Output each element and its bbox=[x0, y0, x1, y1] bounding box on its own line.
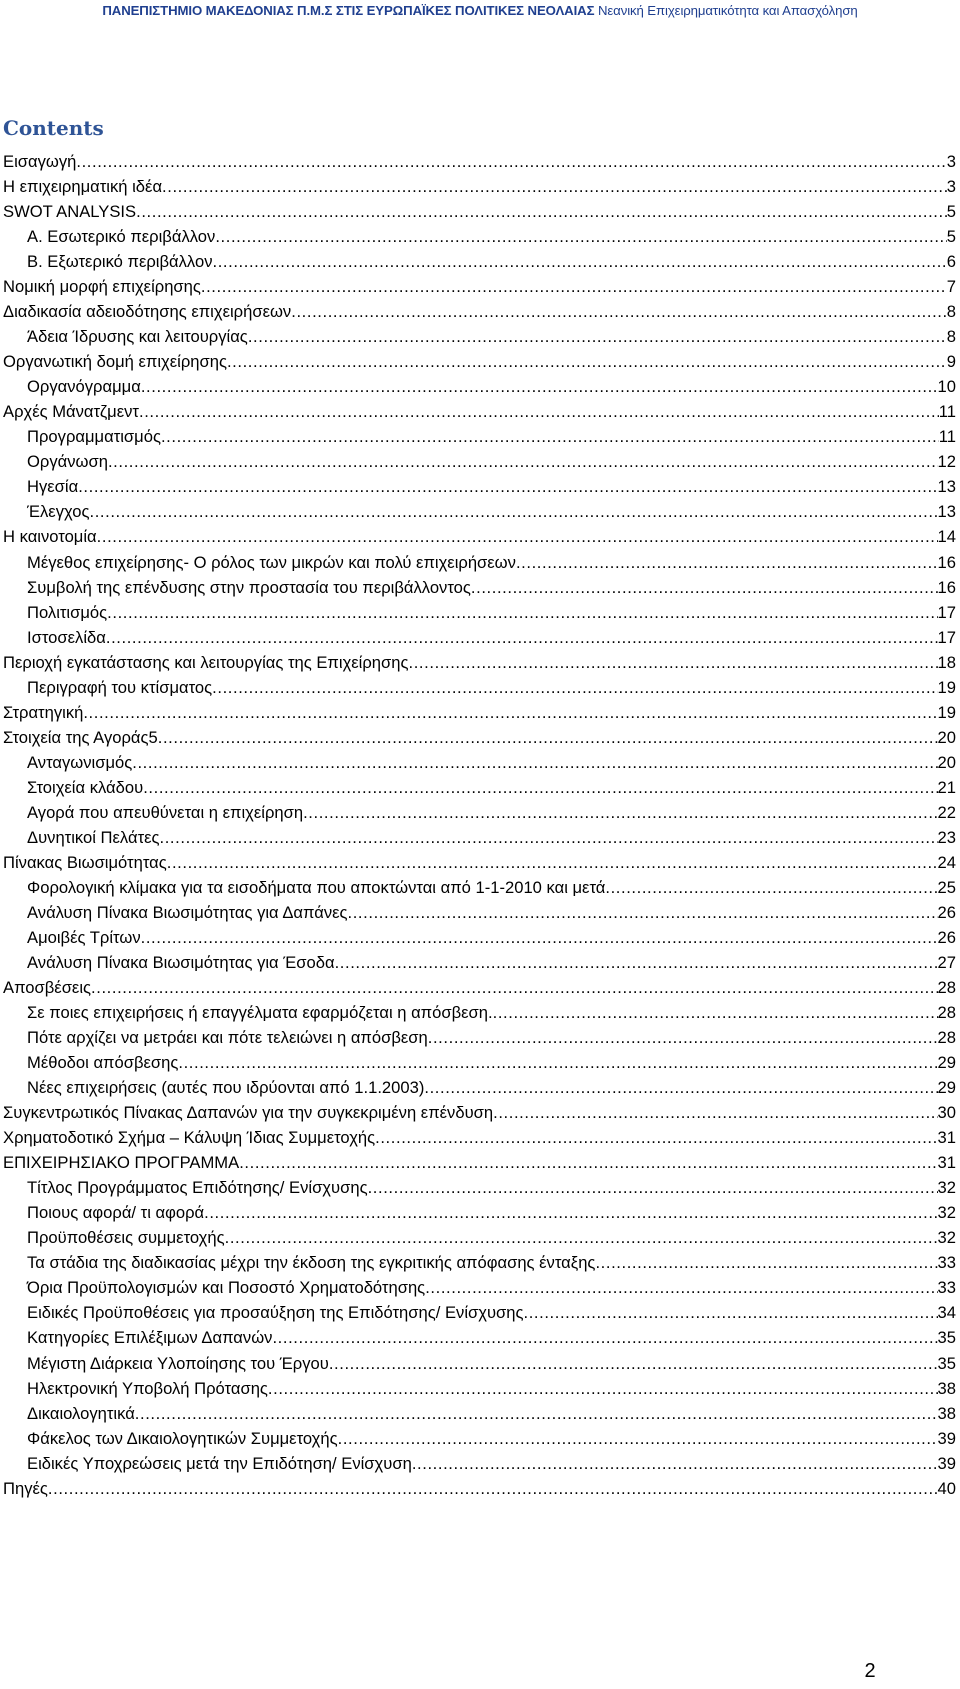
toc-entry-title: Η επιχειρηματική ιδέα bbox=[3, 177, 163, 197]
toc-entry[interactable] bbox=[3, 324, 956, 349]
toc-entry[interactable] bbox=[3, 1125, 956, 1150]
toc-entry-title: Νομική μορφή επιχείρησης bbox=[3, 277, 201, 297]
toc-entry[interactable] bbox=[3, 474, 956, 499]
toc-entry-title: Εισαγωγή bbox=[3, 152, 77, 171]
toc-dot-leader bbox=[162, 174, 947, 199]
toc-entry-title: Άδεια Ίδρυσης και λειτουργίας bbox=[27, 327, 248, 347]
toc-entry[interactable] bbox=[3, 1075, 956, 1100]
toc-entry-page: 5 bbox=[946, 227, 956, 247]
toc-entry-title: Συμβολή της επένδυσης στην προστασία του περιβάλλοντος bbox=[27, 577, 471, 597]
toc-dot-leader bbox=[141, 925, 938, 950]
toc-entry-page: 31 bbox=[937, 1128, 956, 1148]
toc-entry-page: 23 bbox=[937, 827, 956, 847]
toc-dot-leader bbox=[212, 675, 937, 700]
toc-entry-title: Ειδικές Υποχρεώσεις μετά την Επιδότηση/ Ενίσχυση bbox=[27, 1453, 412, 1473]
toc-dot-leader bbox=[161, 424, 939, 449]
toc-entry-page: 28 bbox=[937, 1028, 956, 1048]
toc-dot-leader bbox=[329, 1351, 938, 1376]
table-of-contents bbox=[3, 149, 956, 1501]
toc-entry-page: 35 bbox=[937, 1353, 956, 1373]
toc-entry-title: Οργανωτική δομή επιχείρησης bbox=[3, 352, 227, 372]
toc-entry-page: 29 bbox=[937, 1053, 956, 1073]
toc-dot-leader bbox=[83, 700, 937, 725]
toc-entry[interactable] bbox=[3, 1025, 956, 1050]
toc-entry-page: 38 bbox=[937, 1403, 956, 1423]
toc-entry[interactable] bbox=[3, 750, 956, 775]
toc-entry-page: 17 bbox=[937, 627, 956, 647]
toc-entry-page: 24 bbox=[937, 852, 956, 872]
toc-dot-leader bbox=[248, 324, 947, 349]
toc-entry[interactable] bbox=[3, 925, 956, 950]
toc-dot-leader bbox=[409, 650, 938, 675]
toc-entry-page: 32 bbox=[937, 1178, 956, 1198]
toc-entry-title: Ηλεκτρονική Υποβολή Πρότασης bbox=[27, 1378, 268, 1398]
toc-entry[interactable] bbox=[3, 1300, 956, 1325]
toc-entry-page: 17 bbox=[937, 602, 956, 622]
toc-entry-page: 18 bbox=[937, 652, 956, 672]
toc-dot-leader bbox=[368, 1175, 938, 1200]
toc-entry[interactable] bbox=[3, 374, 956, 399]
toc-entry[interactable] bbox=[3, 975, 956, 1000]
toc-entry-page: 9 bbox=[946, 352, 956, 372]
toc-entry-title: ΕΠΙΧΕΙΡΗΣΙΑΚΟ ΠΡΟΓΡΑΜΜΑ bbox=[3, 1153, 240, 1173]
toc-entry-title: Δικαιολογητικά bbox=[27, 1403, 135, 1423]
toc-entry-title: Β. Εξωτερικό περιβάλλον bbox=[27, 252, 213, 272]
toc-entry-page: 3 bbox=[946, 177, 956, 197]
toc-dot-leader bbox=[76, 149, 946, 174]
toc-entry-page: 8 bbox=[946, 327, 956, 347]
toc-entry[interactable] bbox=[3, 775, 956, 800]
contents-title: Contents bbox=[3, 116, 104, 140]
toc-dot-leader bbox=[204, 1200, 937, 1225]
toc-entry[interactable] bbox=[3, 1376, 956, 1401]
toc-entry-title: Μέγιστη Διάρκεια Υλοποίησης του Έργου bbox=[27, 1353, 329, 1373]
toc-dot-leader bbox=[338, 1426, 938, 1451]
toc-entry-title: Τίτλος Προγράμματος Επιδότησης/ Ενίσχυσης bbox=[27, 1178, 368, 1198]
toc-dot-leader bbox=[428, 1025, 938, 1050]
toc-entry-page: 13 bbox=[937, 502, 956, 522]
toc-entry-page: 30 bbox=[937, 1103, 956, 1123]
toc-dot-leader bbox=[141, 374, 938, 399]
toc-dot-leader bbox=[143, 775, 937, 800]
toc-entry-title: Ηγεσία bbox=[27, 477, 79, 497]
toc-entry-title: Πολιτισμός bbox=[27, 602, 108, 622]
toc-entry-page: 20 bbox=[937, 752, 956, 772]
toc-entry[interactable] bbox=[3, 249, 956, 274]
toc-entry-page: 6 bbox=[946, 252, 956, 272]
toc-dot-leader bbox=[605, 875, 937, 900]
toc-dot-leader bbox=[139, 399, 939, 424]
toc-entry-page: 28 bbox=[937, 978, 956, 998]
header-program: Νεανική Επιχειρηματικότητα και Απασχόληση bbox=[594, 3, 858, 18]
toc-entry-page: 34 bbox=[937, 1303, 956, 1323]
toc-entry[interactable] bbox=[3, 1050, 956, 1075]
toc-dot-leader bbox=[291, 299, 947, 324]
toc-entry-title: Ανάλυση Πίνακα Βιωσιμότητας για Δαπάνες bbox=[27, 902, 348, 922]
toc-entry[interactable] bbox=[3, 524, 956, 549]
toc-entry-page: 11 bbox=[938, 402, 956, 422]
toc-entry-title: Αγορά που απευθύνεται η επιχείρηση bbox=[27, 802, 304, 822]
toc-entry-title: Ποιους αφορά/ τι αφορά bbox=[27, 1203, 205, 1223]
toc-entry[interactable] bbox=[3, 1401, 956, 1426]
toc-entry[interactable] bbox=[3, 700, 956, 725]
toc-dot-leader bbox=[225, 1225, 938, 1250]
toc-entry[interactable] bbox=[3, 1351, 956, 1376]
toc-entry-page: 3 bbox=[946, 152, 956, 171]
toc-entry-page: 39 bbox=[937, 1453, 956, 1473]
toc-entry-title: Διαδικασία αδειοδότησης επιχειρήσεων bbox=[3, 302, 292, 322]
toc-entry[interactable] bbox=[3, 900, 956, 925]
toc-entry-title: Πίνακας Βιωσιμότητας bbox=[3, 852, 167, 872]
toc-dot-leader bbox=[424, 1075, 937, 1100]
toc-entry[interactable] bbox=[3, 174, 956, 199]
toc-dot-leader bbox=[516, 550, 938, 575]
toc-entry-page: 39 bbox=[937, 1428, 956, 1448]
toc-dot-leader bbox=[335, 950, 938, 975]
toc-entry-page: 13 bbox=[937, 477, 956, 497]
toc-entry-title: Αμοιβές Τρίτων bbox=[27, 927, 141, 947]
toc-dot-leader bbox=[412, 1451, 938, 1476]
toc-entry[interactable] bbox=[3, 1200, 956, 1225]
toc-entry-title: Νέες επιχειρήσεις (αυτές που ιδρύονται από 1.1.2003) bbox=[27, 1078, 425, 1098]
toc-entry[interactable] bbox=[3, 499, 956, 524]
toc-entry-title: Μέγεθος επιχείρησης- Ο ρόλος των μικρών και πολύ επιχειρήσεων bbox=[27, 552, 516, 572]
toc-dot-leader bbox=[493, 1000, 938, 1025]
toc-entry-page: 32 bbox=[937, 1228, 956, 1248]
toc-dot-leader bbox=[132, 750, 937, 775]
toc-entry-page: 8 bbox=[946, 302, 956, 322]
toc-entry-page: 7 bbox=[946, 277, 956, 297]
toc-entry-title: Στοιχεία κλάδου bbox=[27, 777, 144, 797]
toc-entry[interactable] bbox=[3, 800, 956, 825]
toc-entry-title: Ανταγωνισμός bbox=[27, 752, 133, 772]
toc-dot-leader bbox=[425, 1275, 937, 1300]
toc-entry-page: 33 bbox=[937, 1253, 956, 1273]
toc-entry-page: 22 bbox=[937, 802, 956, 822]
toc-entry-title: Φορολογική κλίμακα για τα εισοδήματα που αποκτώνται από 1-1-2010 και μετά bbox=[27, 877, 606, 897]
toc-entry-title: Ανάλυση Πίνακα Βιωσιμότητας για Έσοδα bbox=[27, 953, 335, 972]
toc-entry[interactable] bbox=[3, 550, 956, 575]
toc-entry-page: 19 bbox=[937, 702, 956, 722]
toc-entry-page: 31 bbox=[937, 1153, 956, 1173]
toc-entry-title: SWOT ANALYSIS bbox=[3, 202, 137, 222]
toc-entry[interactable] bbox=[3, 600, 956, 625]
toc-entry-page: 12 bbox=[937, 452, 956, 472]
toc-entry-page: 28 bbox=[937, 1003, 956, 1023]
toc-dot-leader bbox=[90, 499, 938, 524]
toc-entry-title: Οργάνωση bbox=[27, 452, 108, 472]
toc-entry[interactable] bbox=[3, 1476, 956, 1501]
toc-dot-leader bbox=[108, 449, 938, 474]
toc-entry-title: Προϋποθέσεις συμμετοχής bbox=[27, 1228, 225, 1248]
toc-dot-leader bbox=[239, 1150, 937, 1175]
toc-dot-leader bbox=[215, 224, 946, 249]
toc-entry-title: Α. Εσωτερικό περιβάλλον bbox=[27, 227, 216, 247]
toc-entry[interactable] bbox=[3, 875, 956, 900]
toc-entry-title: Ιστοσελίδα bbox=[27, 627, 106, 647]
toc-entry-page: 25 bbox=[937, 877, 956, 897]
toc-entry-title: Τα στάδια της διαδικασίας μέχρι την έκδοση της εγκριτικής απόφασης ένταξης bbox=[27, 1253, 596, 1273]
toc-entry-title: Συγκεντρωτικός Πίνακας Δαπανών για την συγκεκριμένη επένδυση bbox=[3, 1103, 494, 1123]
toc-entry[interactable] bbox=[3, 950, 956, 975]
toc-dot-leader bbox=[107, 600, 937, 625]
toc-dot-leader bbox=[524, 1300, 938, 1325]
toc-entry-page: 14 bbox=[937, 527, 956, 547]
toc-entry[interactable] bbox=[3, 1175, 956, 1200]
toc-entry[interactable] bbox=[3, 1426, 956, 1451]
toc-entry[interactable] bbox=[3, 575, 956, 600]
page-number: 2 bbox=[864, 1660, 876, 1682]
toc-dot-leader bbox=[158, 725, 938, 750]
toc-entry[interactable] bbox=[3, 850, 956, 875]
toc-entry[interactable] bbox=[3, 825, 956, 850]
toc-dot-leader bbox=[471, 575, 938, 600]
toc-dot-leader bbox=[91, 975, 938, 1000]
toc-entry-title: Οργανόγραμμα bbox=[27, 377, 141, 397]
toc-dot-leader bbox=[48, 1476, 938, 1501]
toc-entry-title: Χρηματοδοτικό Σχήμα – Κάλυψη Ίδιας Συμμετοχής bbox=[3, 1128, 376, 1148]
toc-entry[interactable] bbox=[3, 1275, 956, 1300]
toc-entry-title: Πηγές bbox=[3, 1478, 48, 1498]
toc-entry-page: 19 bbox=[937, 677, 956, 697]
toc-entry-title: Αρχές Μάνατζμεντ bbox=[3, 402, 139, 422]
toc-entry-title: Ειδικές Προϋποθέσεις για προσαύξηση της Επιδότησης/ Ενίσχυσης bbox=[27, 1303, 524, 1323]
toc-entry-page: 11 bbox=[938, 427, 956, 447]
toc-dot-leader bbox=[272, 1325, 937, 1350]
toc-dot-leader bbox=[268, 1376, 938, 1401]
toc-entry[interactable] bbox=[3, 199, 956, 224]
toc-entry-page: 27 bbox=[937, 953, 956, 972]
toc-entry-page: 32 bbox=[937, 1203, 956, 1223]
toc-entry-title: Σε ποιες επιχειρήσεις ή επαγγέλματα εφαρμόζεται η απόσβεση. bbox=[27, 1003, 493, 1023]
toc-entry[interactable] bbox=[3, 274, 956, 299]
toc-entry[interactable] bbox=[3, 675, 956, 700]
toc-entry-title: Περιγραφή του κτίσματος bbox=[27, 677, 213, 697]
toc-entry-title: Κατηγορίες Επιλέξιμων Δαπανών bbox=[27, 1328, 273, 1348]
toc-entry-page: 38 bbox=[937, 1378, 956, 1398]
toc-dot-leader bbox=[178, 1050, 937, 1075]
toc-dot-leader bbox=[97, 524, 938, 549]
toc-entry[interactable] bbox=[3, 449, 956, 474]
toc-entry[interactable] bbox=[3, 1150, 956, 1175]
toc-entry[interactable] bbox=[3, 1000, 956, 1025]
toc-entry-title: Στοιχεία της Αγοράς5 bbox=[3, 727, 158, 747]
toc-entry[interactable] bbox=[3, 399, 956, 424]
header-institution: ΠΑΝΕΠΙΣΤΗΜΙΟ ΜΑΚΕΔΟΝΙΑΣ Π.Μ.Σ ΣΤΙΣ ΕΥΡΩΠΑΪΚΕΣ ΠΟΛΙΤΙΚΕΣ ΝΕΟΛΑΙΑΣ bbox=[102, 3, 595, 18]
toc-entry-page: 29 bbox=[937, 1078, 956, 1098]
toc-dot-leader bbox=[213, 249, 947, 274]
toc-dot-leader bbox=[106, 625, 938, 650]
toc-entry-title: Έλεγχος bbox=[27, 502, 90, 522]
toc-dot-leader bbox=[136, 199, 947, 224]
toc-dot-leader bbox=[375, 1125, 937, 1150]
toc-entry-page: 16 bbox=[937, 552, 956, 572]
toc-entry-page: 26 bbox=[937, 927, 956, 947]
toc-entry-page: 26 bbox=[937, 902, 956, 922]
toc-entry-title: Περιοχή εγκατάστασης και λειτουργίας της Επιχείρησης bbox=[3, 652, 409, 672]
toc-dot-leader bbox=[201, 274, 947, 299]
toc-entry[interactable] bbox=[3, 1225, 956, 1250]
toc-dot-leader bbox=[78, 474, 937, 499]
toc-dot-leader bbox=[595, 1250, 937, 1275]
toc-dot-leader bbox=[493, 1100, 937, 1125]
toc-entry-page: 5 bbox=[946, 202, 956, 222]
toc-dot-leader bbox=[303, 800, 937, 825]
page-header bbox=[0, 0, 960, 22]
toc-dot-leader bbox=[348, 900, 938, 925]
toc-entry[interactable] bbox=[3, 725, 956, 750]
toc-dot-leader bbox=[135, 1401, 938, 1426]
toc-entry[interactable] bbox=[3, 424, 956, 449]
toc-entry[interactable] bbox=[3, 224, 956, 249]
toc-entry-page: 20 bbox=[937, 727, 956, 747]
toc-entry-title: Προγραμματισμός bbox=[27, 427, 161, 447]
toc-dot-leader bbox=[160, 825, 938, 850]
toc-entry-title: Στρατηγική bbox=[3, 702, 84, 722]
toc-entry-title: Δυνητικοί Πελάτες bbox=[27, 827, 160, 847]
toc-entry-page: 35 bbox=[937, 1328, 956, 1348]
toc-entry-page: 10 bbox=[937, 377, 956, 397]
toc-entry-page: 40 bbox=[937, 1478, 956, 1498]
toc-dot-leader bbox=[167, 850, 938, 875]
toc-entry[interactable] bbox=[3, 1451, 956, 1476]
toc-entry-title: Μέθοδοι απόσβεσης bbox=[27, 1053, 179, 1073]
toc-entry[interactable] bbox=[3, 149, 956, 174]
toc-entry-page: 33 bbox=[937, 1278, 956, 1298]
toc-entry-page: 16 bbox=[937, 577, 956, 597]
toc-entry[interactable] bbox=[3, 1325, 956, 1350]
toc-dot-leader bbox=[227, 349, 947, 374]
toc-entry-title: Όρια Προϋπολογισμών και Ποσοστό Χρηματοδότησης bbox=[27, 1278, 426, 1298]
toc-entry[interactable] bbox=[3, 1250, 956, 1275]
toc-entry-title: Η καινοτομία bbox=[3, 527, 97, 547]
toc-entry-title: Αποσβέσεις bbox=[3, 978, 92, 998]
toc-entry[interactable] bbox=[3, 1100, 956, 1125]
toc-entry-title: Πότε αρχίζει να μετράει και πότε τελειώνει η απόσβεση bbox=[27, 1028, 428, 1048]
toc-entry[interactable] bbox=[3, 650, 956, 675]
toc-entry-page: 21 bbox=[937, 777, 956, 797]
toc-entry[interactable] bbox=[3, 349, 956, 374]
toc-entry-title: Φάκελος των Δικαιολογητικών Συμμετοχής bbox=[27, 1428, 338, 1448]
toc-entry[interactable] bbox=[3, 625, 956, 650]
toc-entry[interactable] bbox=[3, 299, 956, 324]
